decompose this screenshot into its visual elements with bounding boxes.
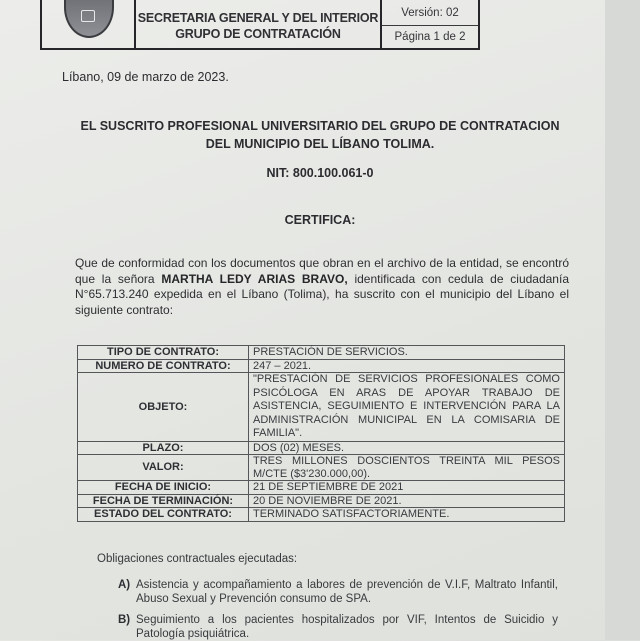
issuer-line1: EL SUSCRITO PROFESIONAL UNIVERSITARIO DEL GRUPO DE CONTRATACION: [80, 119, 560, 133]
table-row: [78, 359, 565, 373]
obligation-letter: A): [118, 579, 131, 591]
row-value: PRESTACIÓN DE SERVICIOS.: [249, 346, 565, 360]
obligations-title: Obligaciones contractuales ejecutadas:: [97, 553, 298, 565]
row-label: VALOR:: [78, 455, 249, 481]
row-label: PLAZO:: [78, 441, 249, 455]
row-value: 20 DE NOVIEMBRE DE 2021.: [249, 494, 565, 508]
issuer-heading: [40, 117, 600, 153]
paragraph-part2: identificada con cedula de ciudadanía N°65.713.240 expedida en el Líbano (Tolima), ha suscrito con el municipio del Líbano el siguiente contrato:: [75, 271, 569, 317]
row-value: DOS (02) MESES.: [249, 441, 565, 455]
nit-number: NIT: 800.100.061-0: [266, 166, 374, 180]
row-label: FECHA DE TERMINACIÓN:: [78, 494, 249, 508]
table-row: [78, 373, 565, 442]
municipal-shield-icon: [64, 0, 114, 38]
row-value: TERMINADO SATISFACTORIAMENTE.: [249, 508, 565, 522]
version-label: Versión: 02: [382, 0, 478, 26]
obligation-letter: B): [118, 614, 131, 626]
header-title-line1: SECRETARIA GENERAL Y DEL INTERIOR: [137, 11, 379, 25]
screen-margin: [605, 0, 640, 640]
row-value: 21 DE SEPTIEMBRE DE 2021: [249, 481, 565, 495]
row-value: "PRESTACIÓN DE SERVICIOS PROFESIONALES COMO PSICÓLOGA EN ARAS DE APOYAR TRABAJO DE ASISTENCIA, SEGUIMIENTO E INTERVENCIÓN PARA LA ADMINISTRACIÓN MUNICIPAL EN LA COMISARIA DE FAMILIA".: [249, 373, 565, 442]
shield-emblem-icon: [81, 10, 95, 22]
table-row: [78, 441, 565, 455]
table-row: [78, 481, 565, 495]
row-label: TIPO DE CONTRATO:: [78, 346, 249, 360]
row-label: OBJETO:: [78, 373, 249, 442]
row-value: TRES MILLONES DOSCIENTOS TREINTA MIL PESOS M/CTE ($3'230.000,00).: [249, 455, 565, 481]
table-row: [78, 455, 565, 481]
person-name: MARTHA LEDY ARIAS BRAVO,: [161, 271, 348, 286]
header-title-line2: GRUPO DE CONTRATACIÓN: [175, 27, 341, 41]
row-label: ESTADO DEL CONTRATO:: [78, 508, 249, 522]
row-value: 247 – 2021.: [249, 359, 565, 373]
logo-cell: [42, 0, 136, 48]
date-line: Líbano, 09 de marzo de 2023.: [62, 70, 229, 84]
obligation-text: Seguimiento a los pacientes hospitalizados por VIF, Intentos de Suicidio y Patología psiquiátrica.: [136, 614, 558, 640]
contract-table: [77, 345, 565, 522]
row-label: NUMERO DE CONTRATO:: [78, 359, 249, 373]
table-row: [78, 508, 565, 522]
page-number: Página 1 de 2: [394, 30, 466, 43]
paragraph-part1: Que de conformidad con los documentos que obran en el archivo de la entidad, se encontró que la señora: [75, 256, 569, 286]
obligation-item: [118, 613, 558, 641]
certifica-heading: CERTIFICA:: [284, 213, 356, 227]
obligation-item: [118, 578, 558, 606]
table-row: [78, 346, 565, 360]
certification-paragraph: [75, 256, 569, 318]
row-label: FECHA DE INICIO:: [78, 481, 249, 495]
header-title: [136, 0, 382, 48]
issuer-line2: DEL MUNICIPIO DEL LÍBANO TOLIMA.: [205, 137, 435, 151]
document-header: [40, 0, 480, 50]
table-row: [78, 494, 565, 508]
obligation-text: Asistencia y acompañamiento a labores de prevención de V.I.F, Maltrato Infantil, Abuso Sexual y Prevención consumo de SPA.: [136, 579, 558, 605]
header-meta: [382, 0, 478, 48]
